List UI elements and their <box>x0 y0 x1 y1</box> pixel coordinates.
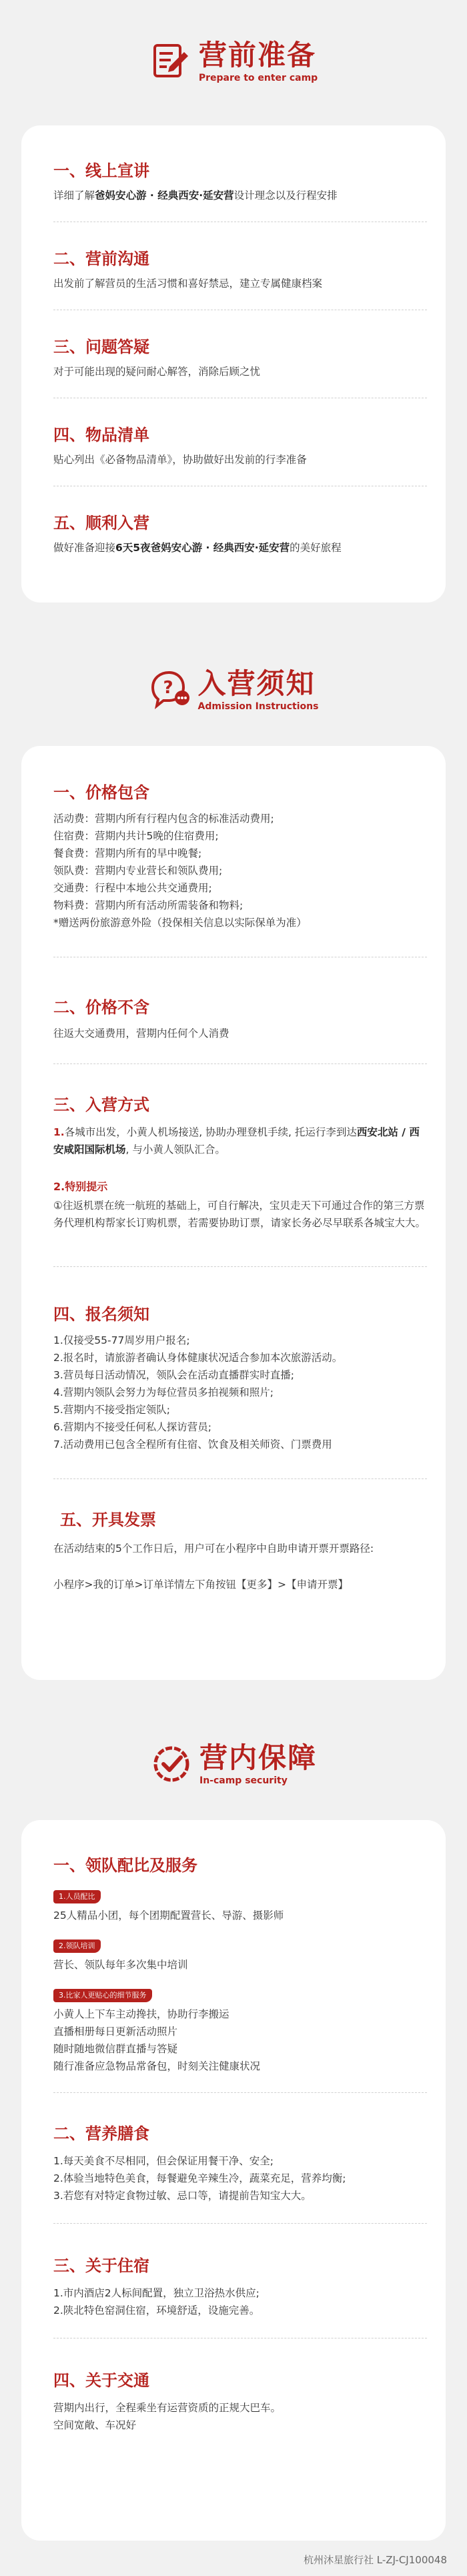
invoice-body-1: 在活动结束的5个工作日后，用户可在小程序中自助申请开票开票路径: <box>53 1543 374 1555</box>
prep-item-5-body: 做好准备迎接6天5夜爸妈安心游 · 经典西安·延安营的美好旅程 <box>53 542 342 554</box>
traffic-title: 四、关于交通 <box>53 2371 149 2390</box>
divider <box>53 2223 427 2224</box>
invoice-title: 五、开具发票 <box>60 1511 156 1529</box>
list-item: 直播相册每日更新活动照片 <box>53 2026 178 2038</box>
list-item: 6.营期内不接受任何私人探访营员; <box>53 1421 212 1433</box>
traffic-list <box>53 2399 427 2434</box>
prep-subtitle: Prepare to enter camp <box>198 73 318 83</box>
team-title: 一、领队配比及服务 <box>53 1856 197 1875</box>
list-item: 3.若您有对特定食物过敏、忌口等，请提前告知宝大大。 <box>53 2190 312 2202</box>
prep-item-4-body: 贴心列出《必备物品清单》，协助做好出发前的行李准备 <box>53 454 307 466</box>
checklist-pencil-icon <box>149 40 192 83</box>
divider <box>53 1063 427 1064</box>
notice-title: 四、报名须知 <box>53 1305 149 1324</box>
admission-title: 入营须知 <box>197 667 316 700</box>
team-list-3 <box>53 2006 427 2075</box>
svg-text:?: ? <box>162 678 173 698</box>
price-incl-title: 一、价格包含 <box>53 783 149 802</box>
invoice-body-2: 小程序>我的订单>订单详情左下角按钮【更多】>【申请开票】 <box>53 1579 348 1591</box>
list-item: 活动费：营期内所有行程内包含的标准活动费用; <box>53 813 274 825</box>
security-subtitle: In-camp security <box>199 1775 288 1786</box>
team-text-1: 25人精品小团，每个团期配置营长、导游、摄影师 <box>53 1909 284 1921</box>
stay-title: 三、关于住宿 <box>53 2256 149 2275</box>
prep-title: 营前准备 <box>198 39 316 71</box>
price-excl-body: 往返大交通费用，营期内任何个人消费 <box>53 1027 229 1039</box>
prep-item-1-title: 一、线上宣讲 <box>53 161 149 180</box>
security-header <box>0 1741 467 1787</box>
method-title: 三、入营方式 <box>53 1096 149 1114</box>
list-item: 3.营员每日活动情况，领队会在活动直播群实时直播; <box>53 1369 295 1381</box>
list-item: 物料费：营期内所有活动所需装备和物料; <box>53 899 244 911</box>
list-item: 2.报名时，请旅游者确认身体健康状况适合参加本次旅游活动。 <box>53 1352 343 1364</box>
list-item: 1.市内酒店2人标间配置，独立卫浴热水供应; <box>53 2287 260 2299</box>
footer-license: 杭州沐星旅行社 L-ZJ-CJ100048 <box>303 2554 447 2566</box>
list-item: 住宿费：营期内共计5晚的住宿费用; <box>53 830 219 842</box>
list-item: 4.营期内领队会努力为每位营员多拍视频和照片; <box>53 1386 274 1398</box>
price-incl-list <box>53 810 427 931</box>
notice-list <box>53 1332 427 1453</box>
list-item: 小黄人上下车主动搀扶，协助行李搬运 <box>53 2008 229 2020</box>
food-list <box>53 2152 427 2204</box>
price-excl-title: 二、价格不含 <box>53 998 149 1017</box>
prep-card <box>21 125 446 602</box>
list-item: 餐食费：营期内所有的早中晚餐; <box>53 847 202 859</box>
divider <box>53 2092 427 2093</box>
list-item: 2.陕北特色窑洞住宿，环境舒适，设施完善。 <box>53 2304 260 2316</box>
list-item: 交通费：行程中本地公共交通费用; <box>53 882 212 894</box>
check-badge-icon <box>150 1743 193 1785</box>
list-item: 营期内出行，全程乘坐有运营资质的正规大巴车。 <box>53 2402 282 2414</box>
team-badge-1: 1.人员配比 <box>53 1887 427 1904</box>
list-item: 空间宽敞、车况好 <box>53 2419 137 2431</box>
list-item: 随时随地微信群直播与答疑 <box>53 2043 178 2055</box>
team-text-2: 营长、领队每年多次集中培训 <box>53 1959 188 1971</box>
list-item: 2.体验当地特色美食，每餐避免辛辣生冷，蔬菜充足，营养均衡; <box>53 2172 346 2184</box>
admission-card <box>21 746 446 1680</box>
prep-item-2-body: 出发前了解营员的生活习惯和喜好禁忌，建立专属健康档案 <box>53 278 323 290</box>
prep-item-1-body: 详细了解爸妈安心游 · 经典西安·延安营设计理念以及行程安排 <box>53 189 338 201</box>
prep-item-4-title: 四、物品清单 <box>53 426 149 444</box>
list-item: 1.仅接受55-77周岁用户报名; <box>53 1334 190 1346</box>
prep-item-2-title: 二、营前沟通 <box>53 250 149 268</box>
security-title: 营内保障 <box>199 1741 317 1774</box>
admission-subtitle: Admission Instructions <box>197 701 319 712</box>
list-item: 随行准备应急物品常备包，时刻关注健康状况 <box>53 2060 261 2072</box>
stay-list <box>53 2284 427 2319</box>
method-p2-body: ①往返机票在统一航班的基础上，可自行解决，宝贝走天下可通过合作的第三方票务代理机构帮家长订购机票，若需要协助订票，请家长务必尽早联系各城宝大大。 <box>53 1200 426 1229</box>
divider <box>53 1266 427 1267</box>
food-title: 二、营养膳食 <box>53 2124 149 2143</box>
list-item: 1.每天美食不尽相同，但会保证用餐干净、安全; <box>53 2155 274 2167</box>
list-item: 7.活动费用已包含全程所有住宿、饮食及相关师资、门票费用 <box>53 1438 332 1450</box>
method-p1: 1.各城市出发，小黄人机场接送, 协助办理登机手续, 托运行李到达西安北站 / 西安咸阳国际机场, 与小黄人领队汇合。 <box>53 1126 420 1156</box>
list-item: 5.营期内不接受指定领队; <box>53 1404 171 1416</box>
admission-header <box>0 667 467 713</box>
method-p2-title: 2.特别提示 <box>53 1180 108 1193</box>
team-badge-3: 3.比家人更贴心的细节服务 <box>53 1986 427 2003</box>
prep-item-3-title: 三、问题答疑 <box>53 338 149 356</box>
list-item: *赠送两份旅游意外险（投保相关信息以实际保单为准） <box>53 917 307 929</box>
prep-item-3-body: 对于可能出现的疑问耐心解答，消除后顾之忧 <box>53 366 261 378</box>
prep-header <box>0 39 467 84</box>
prep-item-5-title: 五、顺利入营 <box>53 514 149 532</box>
list-item: 领队费：营期内专业营长和领队费用; <box>53 865 223 877</box>
divider <box>53 1478 427 1479</box>
team-badge-2: 2.领队培训 <box>53 1936 427 1954</box>
question-bubble-icon <box>149 669 191 711</box>
security-card <box>21 1820 446 2541</box>
